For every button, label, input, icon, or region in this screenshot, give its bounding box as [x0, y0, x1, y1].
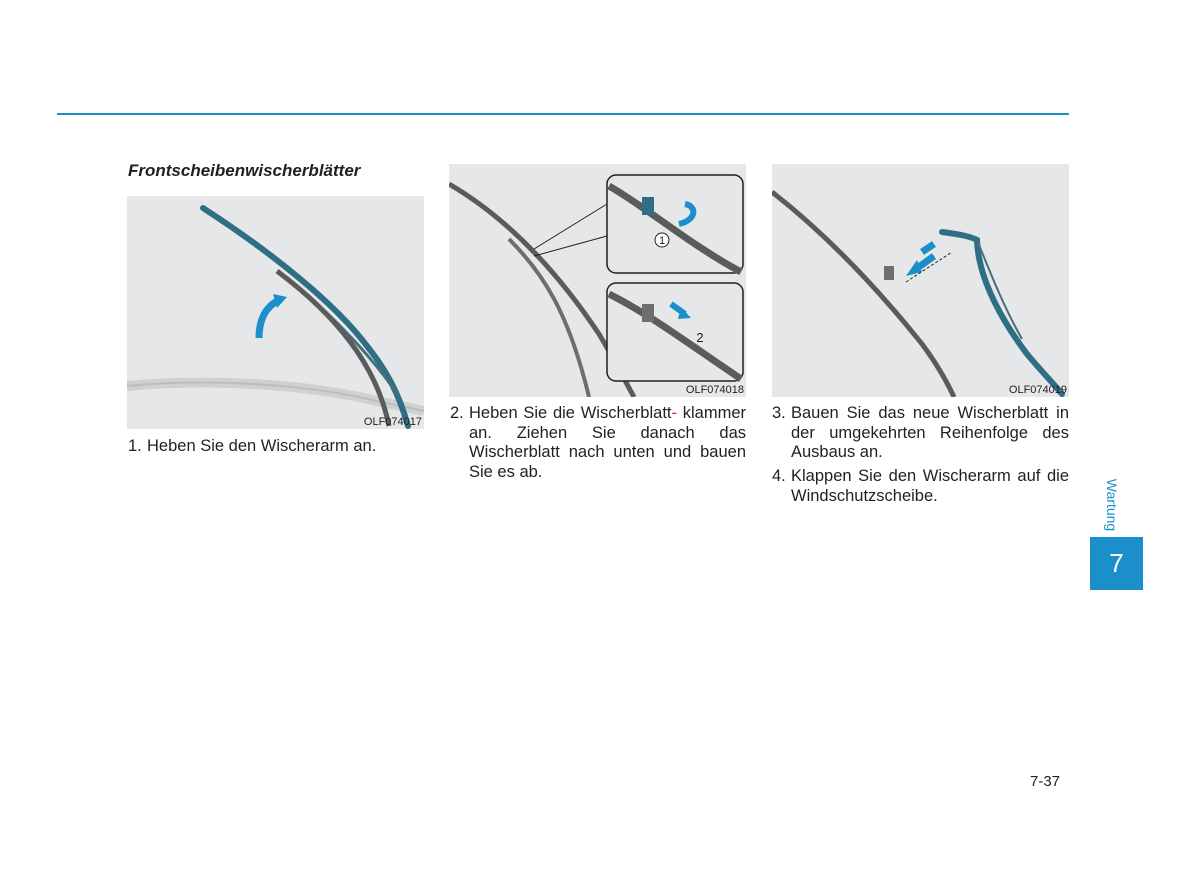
step-4	[772, 467, 1069, 506]
step-1	[128, 437, 424, 457]
header-rule	[57, 113, 1069, 115]
step-number: 2.	[450, 404, 464, 422]
figure-remove-clip	[449, 164, 746, 397]
hyphen-mark: -	[671, 404, 677, 422]
chapter-side-label	[1097, 470, 1127, 540]
step-text-part: Heben Sie die Wischerblatt	[469, 404, 672, 422]
figure-lift-wiper-arm	[127, 196, 424, 429]
new-blade-illustration	[772, 164, 1069, 397]
step-number: 1.	[128, 437, 142, 455]
callout-1: 1	[658, 235, 666, 247]
section-title: Frontscheibenwischerblätter	[128, 161, 361, 180]
callout-2: 2	[696, 330, 704, 345]
step-3	[772, 404, 1069, 463]
figure-code: OLF074019	[1008, 384, 1067, 396]
figure-install-blade	[772, 164, 1069, 397]
step-text: Bauen Sie das neue Wischerblatt in der umgekehrten Reihenfolge des Ausbaus an.	[791, 404, 1069, 461]
step-number: 4.	[772, 467, 786, 485]
chapter-tab: 7	[1090, 537, 1143, 590]
chapter-label: Wartung	[1104, 478, 1120, 532]
step-number: 3.	[772, 404, 786, 422]
step-text-part: klammer an. Ziehen Sie danach das Wischerblatt nach unten und bauen Sie es ab.	[469, 404, 746, 481]
step-text: Klappen Sie den Wischerarm auf die Windschutzscheibe.	[791, 467, 1069, 505]
figure-code: OLF074018	[685, 384, 744, 396]
wiper-arm-illustration	[127, 196, 424, 429]
step-text: Heben Sie den Wischerarm an.	[147, 437, 377, 455]
page-number: 7-37	[1030, 773, 1061, 790]
figure-code: OLF074017	[363, 416, 422, 428]
step-2	[450, 404, 746, 482]
step-text	[450, 404, 746, 482]
wiper-clip-illustration	[449, 164, 746, 397]
